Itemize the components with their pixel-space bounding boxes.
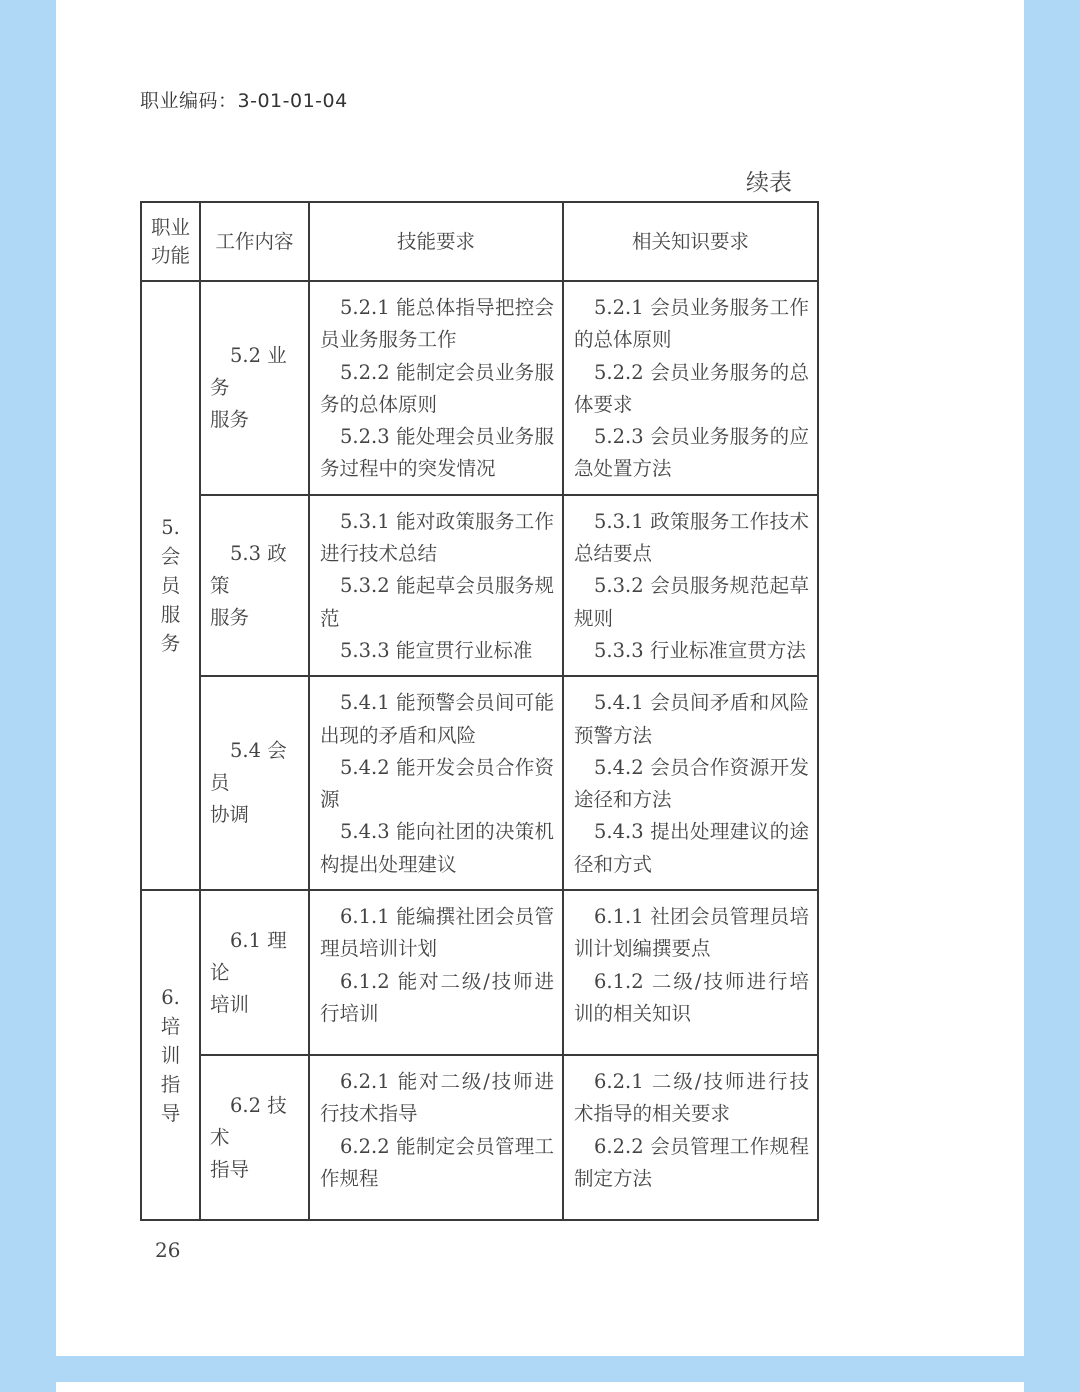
knowledge-item: 5.4.1 会员间矛盾和风险预警方法 xyxy=(574,691,809,747)
header-work-content: 工作内容 xyxy=(200,202,309,281)
knowledge-requirements-cell xyxy=(563,676,818,890)
skill-requirements-cell xyxy=(309,676,563,890)
knowledge-requirements-cell xyxy=(563,1055,818,1220)
work-content-line: 服务 xyxy=(210,605,250,629)
knowledge-item: 5.2.2 会员业务服务的总体要求 xyxy=(574,360,809,416)
skill-item: 5.4.3 能向社团的决策机构提出处理建议 xyxy=(320,820,554,876)
header-function-line: 职业 xyxy=(150,215,190,239)
work-content-line: 6.2 技术 xyxy=(210,1093,287,1149)
skill-requirements-cell xyxy=(309,1055,563,1220)
work-content-cell xyxy=(200,1055,309,1220)
work-content-line: 5.2 业务 xyxy=(210,343,287,399)
work-content-line: 5.3 政策 xyxy=(210,541,287,597)
header-function xyxy=(141,202,200,281)
work-content-line: 5.4 会员 xyxy=(210,739,287,795)
knowledge-requirements-cell xyxy=(563,495,818,676)
function-char: 6. xyxy=(161,985,180,1009)
knowledge-item: 6.1.2 二级/技师进行培训的相关知识 xyxy=(574,969,809,1025)
function-char: 服 xyxy=(160,603,181,627)
work-content-line: 培训 xyxy=(210,992,250,1016)
function-char: 员 xyxy=(160,574,181,598)
knowledge-item: 5.4.2 会员合作资源开发途径和方法 xyxy=(574,755,809,812)
knowledge-item: 5.2.3 会员业务服务的应急处置方法 xyxy=(574,425,809,481)
table-row xyxy=(141,890,818,1055)
skill-requirements-cell xyxy=(309,495,563,676)
function-cell xyxy=(141,890,200,1220)
skill-item: 6.2.2 能制定会员管理工作规程 xyxy=(320,1134,554,1190)
continued-label: 续表 xyxy=(746,170,792,196)
work-content-line: 6.1 理论 xyxy=(210,928,287,984)
table-row xyxy=(141,676,818,890)
skill-item: 5.3.2 能起草会员服务规范 xyxy=(320,574,554,630)
knowledge-item: 5.3.3 行业标准宣贯方法 xyxy=(594,638,806,662)
work-content-cell xyxy=(200,676,309,890)
knowledge-item: 5.3.2 会员服务规范起草规则 xyxy=(574,574,809,630)
table-row xyxy=(141,495,818,676)
skill-item: 5.3.1 能对政策服务工作进行技术总结 xyxy=(320,509,554,566)
skill-requirements-cell xyxy=(309,890,563,1055)
work-content-cell xyxy=(200,281,309,495)
header-function-line: 功能 xyxy=(150,243,190,267)
skill-item: 5.2.1 能总体指导把控会员业务服务工作 xyxy=(320,296,554,352)
knowledge-requirements-cell xyxy=(563,890,818,1055)
table-row xyxy=(141,1055,818,1220)
work-content-cell xyxy=(200,890,309,1055)
knowledge-item: 6.2.2 会员管理工作规程制定方法 xyxy=(574,1134,809,1190)
knowledge-item: 6.2.1 二级/技师进行技术指导的相关要求 xyxy=(574,1070,809,1126)
function-cell xyxy=(141,281,200,890)
skill-item: 6.1.2 能对二级/技师进行培训 xyxy=(320,969,554,1025)
skill-requirements-cell xyxy=(309,281,563,495)
work-content-line: 协调 xyxy=(210,803,250,827)
skill-item: 5.4.2 能开发会员合作资源 xyxy=(320,755,554,812)
function-char: 训 xyxy=(160,1043,181,1067)
knowledge-item: 5.4.3 提出处理建议的途径和方式 xyxy=(574,820,809,876)
header-knowledge-requirements: 相关知识要求 xyxy=(563,202,818,281)
function-char: 指 xyxy=(160,1072,181,1096)
function-char: 会 xyxy=(160,545,181,569)
skill-item: 6.2.1 能对二级/技师进行技术指导 xyxy=(320,1070,554,1126)
occupation-code: 职业编码：3-01-01-04 xyxy=(140,90,348,112)
work-content-line: 指导 xyxy=(210,1157,250,1181)
function-char: 导 xyxy=(160,1101,181,1125)
knowledge-item: 5.3.1 政策服务工作技术总结要点 xyxy=(574,509,809,566)
skill-item: 5.2.2 能制定会员业务服务的总体原则 xyxy=(320,360,554,416)
skill-item: 5.4.1 能预警会员间可能出现的矛盾和风险 xyxy=(320,691,554,747)
page-number: 26 xyxy=(155,1238,181,1262)
skill-item: 5.2.3 能处理会员业务服务过程中的突发情况 xyxy=(320,425,554,481)
table-header-row xyxy=(141,202,818,281)
function-char: 5. xyxy=(161,516,180,540)
knowledge-item: 5.2.1 会员业务服务工作的总体原则 xyxy=(574,296,809,352)
next-page-edge xyxy=(56,1382,1024,1392)
knowledge-item: 6.1.1 社团会员管理员培训计划编撰要点 xyxy=(574,905,809,961)
skill-item: 5.3.3 能宣贯行业标准 xyxy=(340,638,533,662)
skill-item: 6.1.1 能编撰社团会员管理员培训计划 xyxy=(320,905,554,961)
table-row xyxy=(141,281,818,495)
skills-table xyxy=(140,201,819,1221)
knowledge-requirements-cell xyxy=(563,281,818,495)
function-char: 务 xyxy=(160,632,181,656)
work-content-line: 服务 xyxy=(210,407,250,431)
work-content-cell xyxy=(200,495,309,676)
header-skill-requirements: 技能要求 xyxy=(309,202,563,281)
function-char: 培 xyxy=(160,1014,181,1038)
